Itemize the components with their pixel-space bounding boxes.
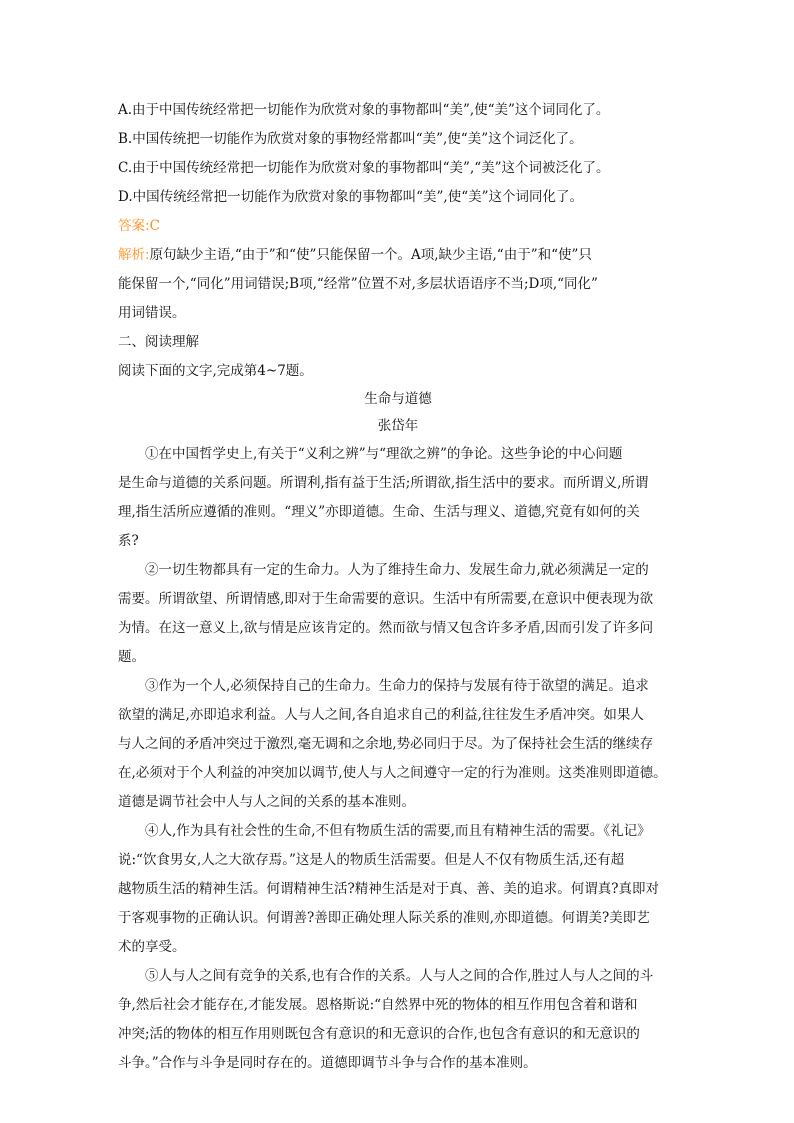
paragraph-line: ①在中国哲学史上,有关于“义利之辨”与“理欲之辨”的争论。这些争论的中心问题 (145, 446, 623, 462)
paragraph-line: 冲突;活的物体的相互作用则既包含有意识的和无意识的合作,也包含有意识的和无意识的 (118, 1026, 640, 1042)
paragraph-line: 为情。在这一意义上,欲与情是应该肯定的。然而欲与情又包含许多矛盾,因而引发了许多问 (118, 620, 654, 636)
paragraph-line: 欲望的满足,亦即追求利益。人与人之间,各自追求自己的利益,往往发生矛盾冲突。如果人 (118, 707, 644, 723)
paragraph-line: 题。 (118, 649, 145, 665)
section-heading: 二、阅读理解 (118, 334, 199, 350)
article-paragraph-2 (118, 556, 678, 672)
paragraph-line: ⑤人与人之间有竞争的关系,也有合作的关系。人与人之间的合作,胜过人与人之间的斗 (145, 968, 654, 984)
paragraph-line: 斗争。”合作与斗争是同时存在的。道德即调节斗争与合作的基本准则。 (118, 1055, 537, 1071)
analysis-block (118, 241, 678, 328)
paragraph-line: ②一切生物都具有一定的生命力。人为了维持生命力、发展生命力,就必须满足一定的 (145, 562, 649, 578)
option-b: B.中国传统把一切能作为欣赏对象的事物经常都叫“美”,使“美”这个词泛化了。 (118, 131, 583, 147)
analysis-line: 能保留一个,“同化”用词错误;B项,“经常”位置不对,多层状语语序不当;D项,“同化” (118, 276, 598, 292)
option-a: A.由于中国传统经常把一切能作为欣赏对象的事物都叫“美”,使“美”这个词同化了。 (118, 102, 610, 118)
article-title: 生命与道德 (364, 391, 432, 407)
paragraph-line: 在,必须对于个人利益的冲突加以调节,使人与人之间遵守一定的行为准则。这类准则即道德。 (118, 765, 667, 781)
paragraph-line: 是生命与道德的关系问题。所谓利,指有益于生活;所谓欲,指生活中的要求。而所谓义,所谓 (118, 475, 649, 491)
paragraph-line: ③作为一个人,必须保持自己的生命力。生命力的保持与发展有待于欲望的满足。追求 (145, 678, 649, 694)
paragraph-line: 系? (118, 533, 139, 549)
analysis-label: 解析: (118, 247, 150, 263)
analysis-line: 用词错误。 (118, 305, 186, 321)
answer-value: C (149, 218, 160, 234)
article-paragraph-1 (118, 440, 678, 556)
paragraph-line: 需要。所谓欲望、所谓情感,即对于生命需要的意识。生活中有所需要,在意识中便表现为欲 (118, 591, 654, 607)
option-d: D.中国传统经常把一切能作为欣赏对象的事物都叫“美”,使“美”这个词同化了。 (118, 189, 584, 205)
paragraph-line: 说:“饮食男女,人之大欲存焉。”这是人的物质生活需要。但是人不仅有物质生活,还有超 (118, 852, 625, 868)
paragraph-line: 道德是调节社会中人与人之间的关系的基本准则。 (118, 794, 415, 810)
section-instruction: 阅读下面的文字,完成第4~7题。 (118, 363, 313, 379)
answer-label: 答案: (118, 218, 150, 234)
article-author: 张岱年 (377, 418, 419, 434)
paragraph-line: 于客观事物的正确认识。何谓善?善即正确处理人际关系的准则,亦即道德。何谓美?美即艺 (118, 910, 650, 926)
paragraph-line: 理,指生活所应遵循的准则。“理义”亦即道德。生命、生活与理义、道德,究竟有如何的关 (118, 504, 640, 520)
paragraph-line: 与人之间的矛盾冲突过于激烈,毫无调和之余地,势必同归于尽。为了保持社会生活的继续存 (118, 736, 654, 752)
analysis-line (118, 241, 678, 270)
paragraph-line: 术的享受。 (118, 939, 186, 955)
analysis-text: 原句缺少主语,“由于”和“使”只能保留一个。A项,缺少主语,“由于”和“使”只 (149, 247, 592, 263)
paragraph-line: 越物质生活的精神生活。何谓精神生活?精神生活是对于真、善、美的追求。何谓真?真即对 (118, 881, 659, 897)
answer-line (118, 212, 678, 241)
paragraph-line: ④人,作为具有社会性的生命,不但有物质生活的需要,而且有精神生活的需要。《礼记》 (145, 823, 651, 839)
article-paragraph-5 (118, 962, 678, 1078)
document-page (118, 96, 678, 1078)
option-c: C.由于中国传统经常把一切能作为欣赏对象的事物都叫“美”,“美”这个词被泛化了。 (118, 160, 610, 176)
article-paragraph-3 (118, 672, 678, 817)
article-paragraph-4 (118, 817, 678, 962)
paragraph-line: 争,然后社会才能存在,才能发展。恩格斯说:“自然界中死的物体的相互作用包含着和谐和 (118, 997, 638, 1013)
